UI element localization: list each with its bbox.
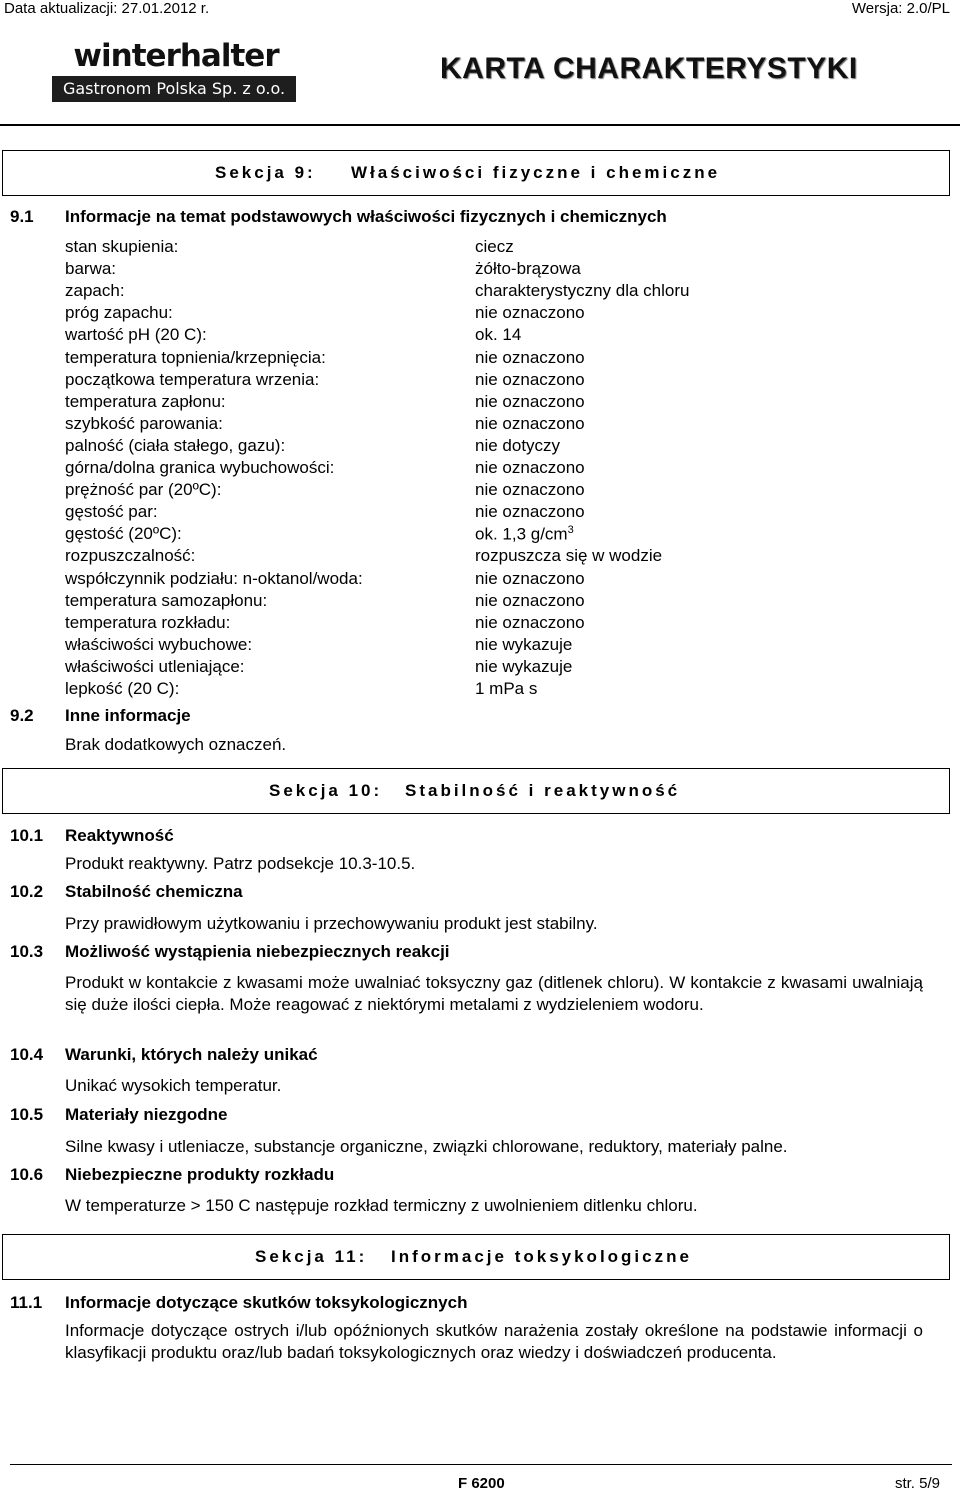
property-label: palność (ciała stałego, gazu): [65,435,286,455]
company-logo [52,36,296,104]
property-value [475,613,585,633]
property-value-text: nie oznaczono [475,590,585,610]
subsection-10-1-title: Reaktywność [65,826,174,845]
property-label: gęstość (20ºC): [65,524,182,544]
subsection-9-1-number: 9.1 [10,207,34,226]
property-value-text: rozpuszcza się w wodzie [475,546,663,566]
section-9-number: Sekcja 9: [215,163,316,182]
subsection-10-2-text: Przy prawidłowym użytkowaniu i przechowywaniu produkt jest stabilny. [65,914,598,933]
property-label: stan skupienia: [65,237,179,256]
property-row [65,679,925,701]
property-label: temperatura rozkładu: [65,612,231,632]
subsection-10-4-text: Unikać wysokich temperatur. [65,1076,282,1095]
subsection-9-2-title: Inne informacje [65,706,191,725]
property-row [65,281,925,303]
property-value-text: nie oznaczono [475,458,585,477]
property-label: temperatura topnienia/krzepnięcia: [65,347,326,367]
property-value-text: nie oznaczono [475,612,585,632]
subsection-9-2-text: Brak dodatkowych oznaczeń. [65,735,287,754]
property-value [475,635,572,655]
property-row [65,635,925,657]
property-value [475,325,521,345]
property-value-text: 1 mPa s [475,679,538,698]
property-value [475,414,585,434]
subsection-10-4-number: 10.4 [10,1045,44,1064]
subsection-10-6-text: W temperaturze > 150 C następuje rozkład termiczny z uwolnieniem ditlenku chloru. [65,1196,698,1215]
property-row [65,325,925,347]
property-value [475,524,574,545]
subsection-10-1-text: Produkt reaktywny. Patrz podsekcje 10.3-10.5. [65,854,416,873]
property-value [475,281,689,301]
property-label: barwa: [65,259,117,279]
subsection-10-5-title: Materiały niezgodne [65,1105,228,1124]
property-row [65,303,925,325]
property-value [475,657,572,677]
property-value-text: nie wykazuje [475,634,573,654]
property-value [475,370,585,390]
property-label: temperatura zapłonu: [65,391,226,411]
subsection-10-2-number: 10.2 [10,882,44,901]
property-label: prężność par (20ºC): [65,480,222,500]
property-row [65,480,925,502]
subsection-10-2-title: Stabilność chemiczna [65,882,243,901]
section-11-title: Informacje toksykologiczne [391,1247,692,1266]
property-value [475,480,585,500]
property-row [65,591,925,613]
property-row [65,546,925,568]
property-row [65,392,925,414]
subsection-11-1-number: 11.1 [10,1293,43,1312]
subsection-10-6-title: Niebezpieczne produkty rozkładu [65,1165,335,1184]
property-label: rozpuszczalność: [65,546,196,566]
subsection-11-1-title: Informacje dotyczące skutków toksykologicznych [65,1293,468,1312]
property-value-text: ok. 1,3 g/cm [475,524,568,544]
property-label: gęstość par: [65,502,158,522]
property-label: temperatura samozapłonu: [65,590,268,610]
property-value [475,348,585,368]
property-row [65,436,925,458]
property-value-text: nie oznaczono [475,568,585,588]
property-row [65,458,925,480]
property-row [65,502,925,524]
property-value [475,679,537,699]
section-10-number: Sekcja 10: [269,781,383,800]
subsection-10-5-number: 10.5 [10,1105,44,1124]
property-row [65,569,925,591]
property-value [475,546,662,566]
property-row [65,414,925,436]
property-value-text: ciecz [475,237,514,256]
footer-page-number: str. 5/9 [894,1475,940,1492]
property-label: właściwości wybuchowe: [65,634,253,654]
property-label: właściwości utleniające: [65,656,245,676]
property-value [475,436,560,456]
property-label: wartość pH (20 C): [65,325,207,345]
property-value-text: nie oznaczono [475,391,585,411]
property-value-text: nie oznaczono [475,413,585,433]
section-11-number: Sekcja 11: [255,1247,368,1266]
property-value-superscript: 3 [567,524,574,537]
property-label: zapach: [65,281,125,301]
property-value [475,237,514,257]
header-divider [0,124,960,126]
subsection-11-1-text: Informacje dotyczące ostrych i/lub opóźnionych skutków narażenia zostały określone na podstawie informacji o klasyfikacji produktu oraz/lub badań toksykologicznych oraz wiedzy i doświadczeń producenta. [65,1321,923,1362]
property-value [475,591,585,611]
property-value-text: żółto-brązowa [475,259,581,279]
property-label: lepkość (20 C): [65,679,180,698]
property-value-text: nie oznaczono [475,480,585,500]
property-value-text: charakterystyczny dla chloru [475,281,690,301]
property-row [65,370,925,392]
property-value-text: ok. 14 [475,325,522,345]
subsection-10-3-text: Produkt w kontakcie z kwasami może uwalniać toksyczny gaz (ditlenek chloru). W kontakcie z kwasami uwalniają się duże ilości ciepła. Może reagować z niektórymi metalami z wydzieleniem wodoru. [65,973,923,1014]
property-label: próg zapachu: [65,303,173,323]
section-10-title: Stabilność i reaktywność [405,781,681,800]
property-label: szybkość parowania: [65,413,223,433]
property-row [65,613,925,635]
logo-subtitle: Gastronom Polska Sp. z o.o. [52,76,296,102]
property-label: początkowa temperatura wrzenia: [65,369,320,389]
subsection-9-1-title: Informacje na temat podstawowych właściwości fizycznych i chemicznych [65,207,667,226]
subsection-10-3-number: 10.3 [10,942,44,961]
property-row [65,348,925,370]
property-value [475,502,585,522]
property-value-text: nie oznaczono [475,502,585,522]
version-label: Wersja: 2.0/PL [851,0,950,17]
document-title: KARTA CHARAKTERYSTYKI [440,52,858,85]
property-value-text: nie dotyczy [475,435,561,455]
subsection-10-6-number: 10.6 [10,1165,44,1184]
update-date: Data aktualizacji: 27.01.2012 r. [4,0,210,17]
section-11-header [2,1234,950,1280]
property-value-text: nie wykazuje [475,656,573,676]
property-label: współczynnik podziału: n-oktanol/woda: [65,568,363,588]
property-label: górna/dolna granica wybuchowości: [65,458,335,477]
property-row [65,657,925,679]
property-row [65,524,925,546]
property-value [475,392,585,412]
logo-word: winterhalter [73,38,279,74]
property-value-text: nie oznaczono [475,369,585,389]
property-value [475,303,585,323]
section-9-header [2,150,950,196]
subsection-10-1-number: 10.1 [10,826,44,845]
footer-code: F 6200 [458,1475,505,1492]
footer-divider [10,1464,952,1465]
property-row [65,259,925,281]
property-value [475,259,581,279]
section-10-header [2,768,950,814]
property-value [475,569,585,589]
section-9-title: Właściwości fizyczne i chemiczne [351,163,721,182]
subsection-10-3-title: Możliwość wystąpienia niebezpiecznych reakcji [65,942,450,961]
property-value-text: nie oznaczono [475,303,585,323]
property-value [475,458,585,478]
property-value-text: nie oznaczono [475,347,585,367]
subsection-10-5-text: Silne kwasy i utleniacze, substancje organiczne, związki chlorowane, reduktory, materiały palne. [65,1137,788,1156]
subsection-9-2-number: 9.2 [10,706,34,725]
property-row [65,237,925,259]
subsection-10-4-title: Warunki, których należy unikać [65,1045,318,1064]
